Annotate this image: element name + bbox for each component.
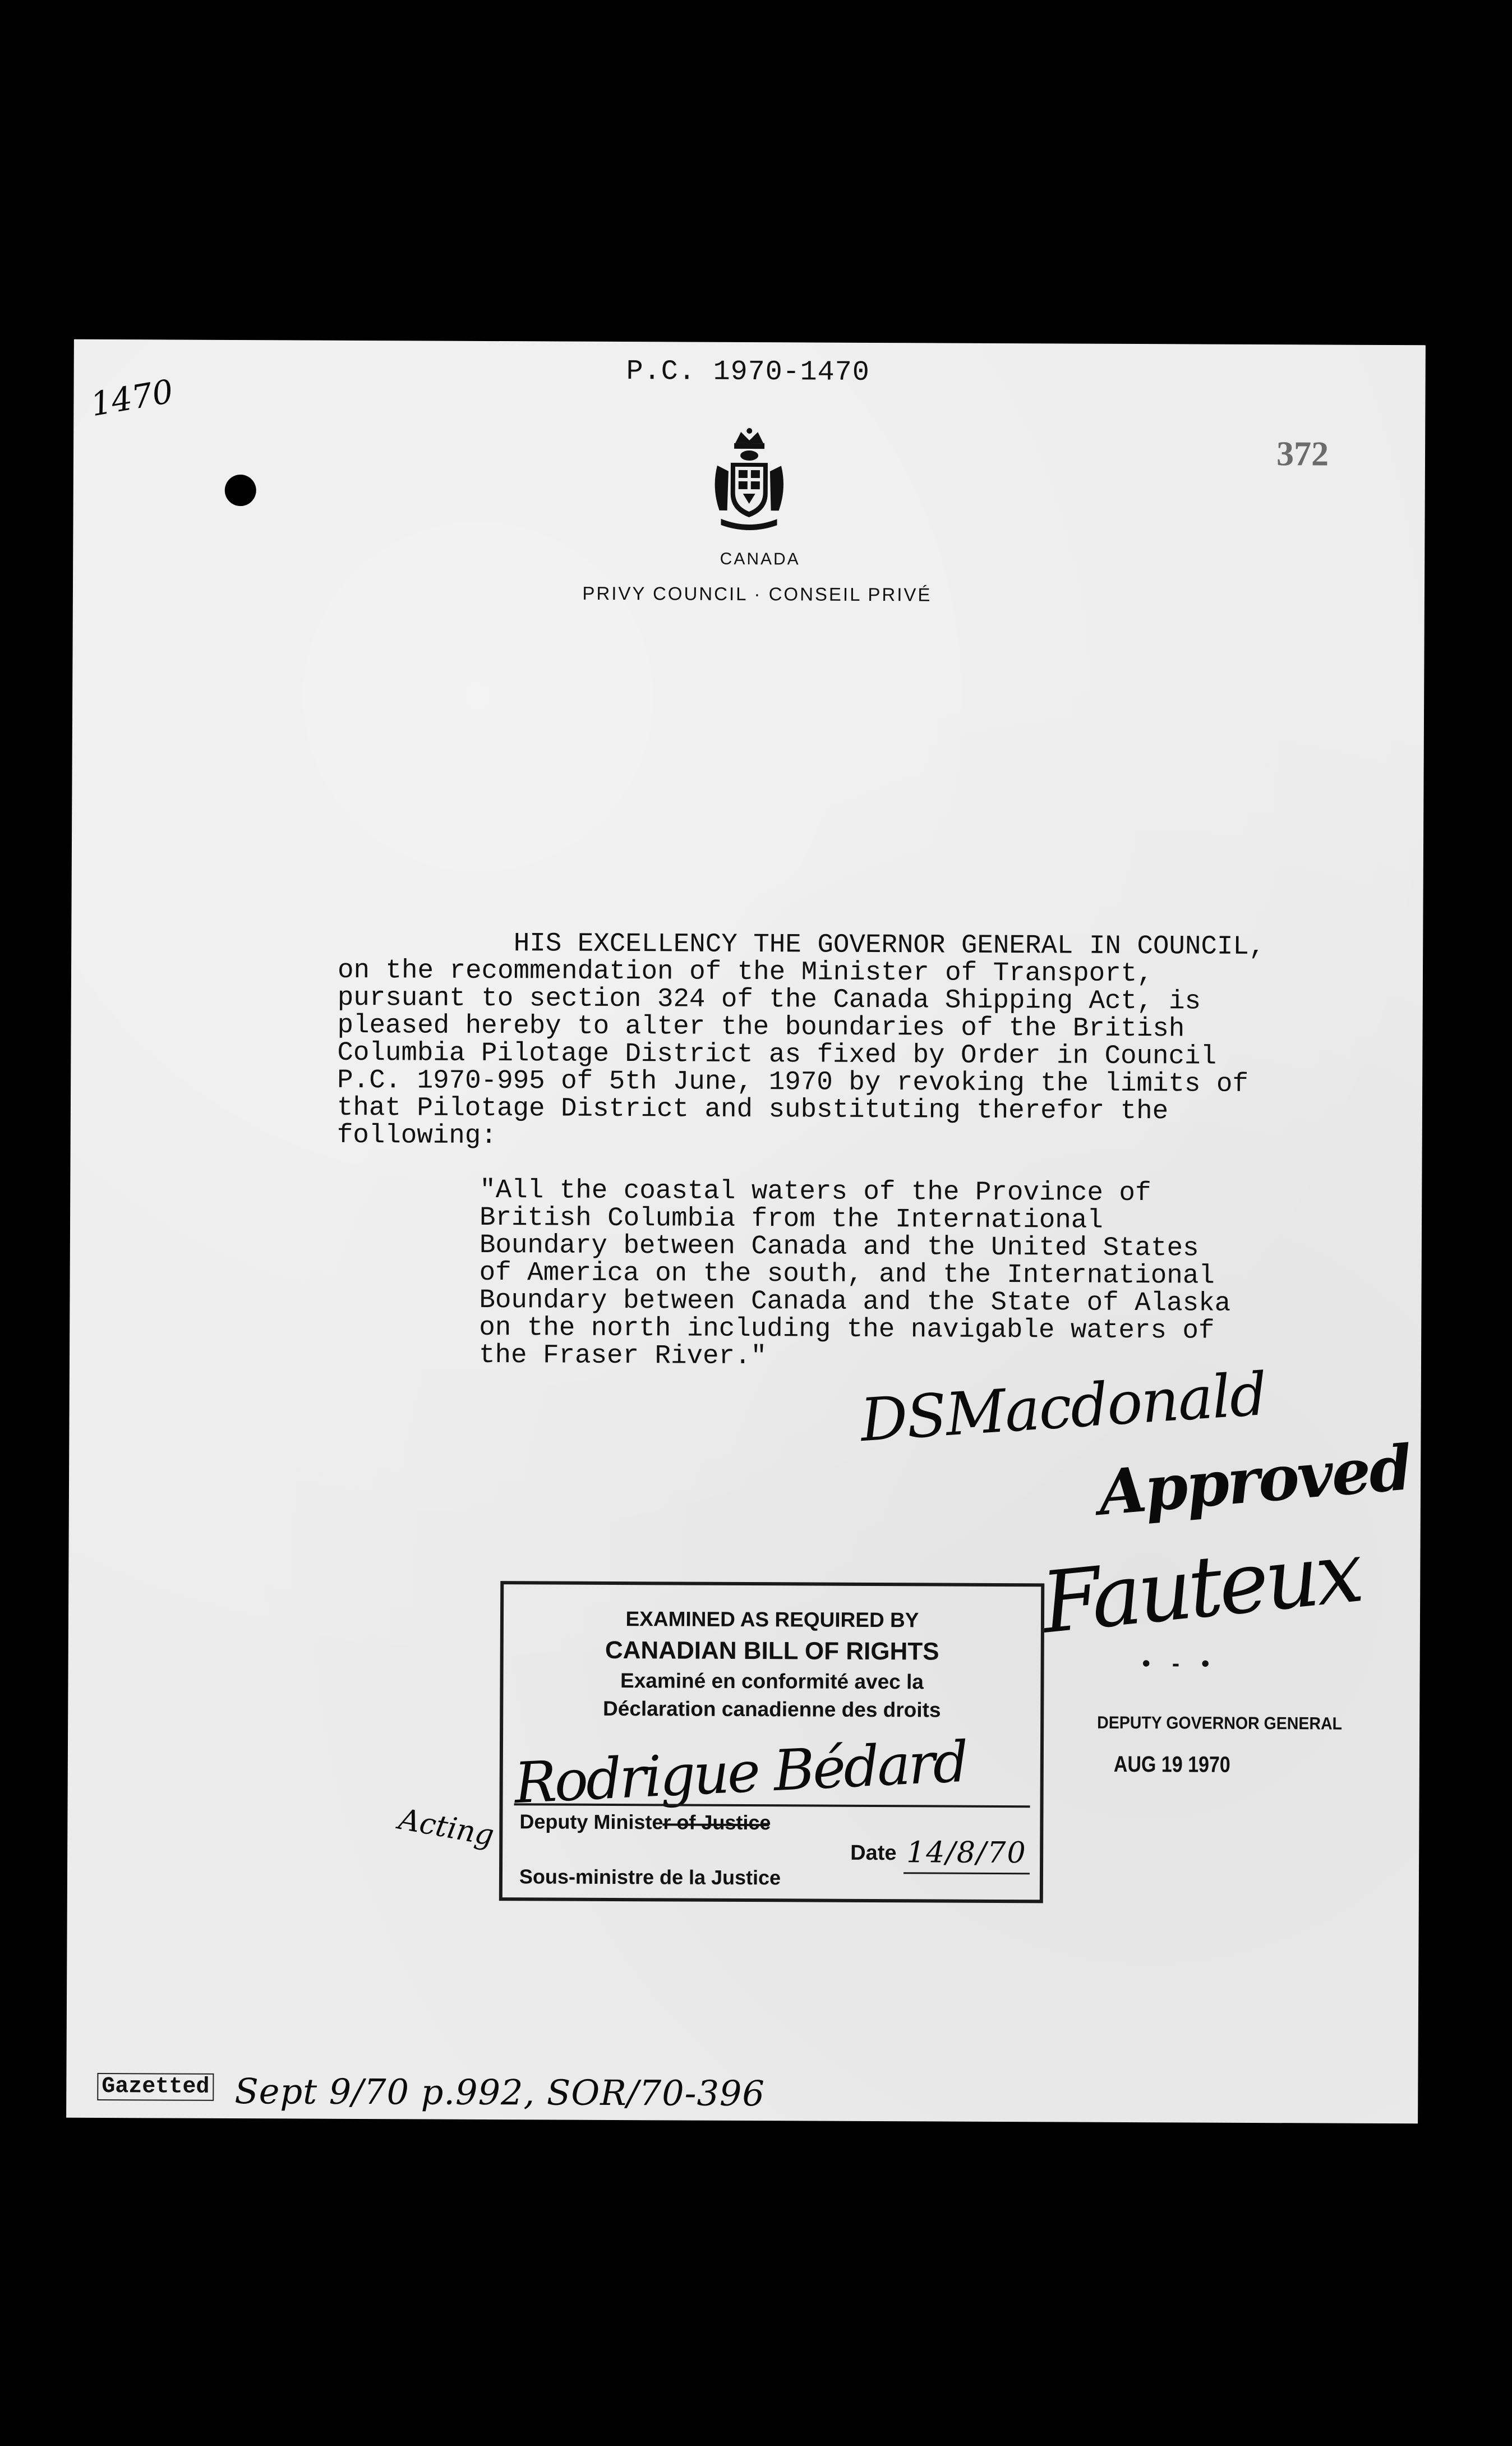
punch-hole (225, 475, 256, 506)
signature-dots: • - • (1142, 1651, 1218, 1676)
stamp-line-bill-of-rights: CANADIAN BILL OF RIGHTS (605, 1636, 939, 1666)
pc-number: P.C. 1970-1470 (626, 356, 870, 389)
handwritten-file-number: 1470 (87, 372, 176, 424)
deputy-governor-title: DEPUTY GOVERNOR GENERAL (1097, 1712, 1343, 1734)
boundary-quote-text: "All the coastal waters of the Province of British Columbia from the International Boundary between Canada and the United States of America on the south, and the International Boundary between Canada and the State of Alaska on the north including the navigable waters of the Fraser River." (478, 1175, 1231, 1372)
gazette-reference: Sept 9/70 p.992, SOR/70-396 (234, 2071, 766, 2114)
acting-handwritten-note: Acting (396, 1802, 497, 1853)
bill-of-rights-stamp (499, 1581, 1044, 1903)
document-page (66, 339, 1426, 2123)
strike-through-line (662, 1823, 769, 1826)
date-rule (903, 1872, 1030, 1874)
order-body-text: HIS EXCELLENCY THE GOVERNOR GENERAL IN COUNCIL, on the recommendation of the Minister of Transport, pursuant to section 324 of the Canada Shipping Act, is pleased hereby to alter the boundaries of the British Columbia Pilotage District as fixed by Order in Council P.C. 1970-995 of 5th June, 1970 by revoking the limits of that Pilotage District and substituting therefor the following: (336, 927, 1265, 1152)
page-number-stamp: 372 (1276, 435, 1329, 473)
approval-handwriting: Approved (1095, 1431, 1413, 1529)
justice-signature: Rodrigue Bédard (513, 1728, 968, 1817)
governor-signature: Fauteux (1037, 1523, 1365, 1653)
country-name: CANADA (720, 549, 800, 569)
date-value: 14/8/70 (906, 1836, 1027, 1870)
stamp-line-examine-fr: Examiné en conformité avec la (620, 1669, 924, 1694)
stamp-line-declaration-fr: Déclaration canadienne des droits (602, 1696, 941, 1722)
coat-of-arms-icon (707, 426, 791, 534)
sous-ministre-label: Sous-ministre de la Justice (519, 1865, 781, 1889)
approval-date-stamp: AUG 19 1970 (1113, 1751, 1230, 1777)
stamp-line-examined: EXAMINED AS REQUIRED BY (625, 1607, 919, 1632)
deputy-minister-label: Deputy Minister of Justice (519, 1810, 771, 1835)
minister-signature: DSMacdonald (858, 1359, 1269, 1455)
gazetted-stamp: Gazetted (97, 2073, 214, 2101)
privy-council-heading: PRIVY COUNCIL · CONSEIL PRIVÉ (582, 582, 932, 605)
date-label: Date (850, 1841, 897, 1865)
